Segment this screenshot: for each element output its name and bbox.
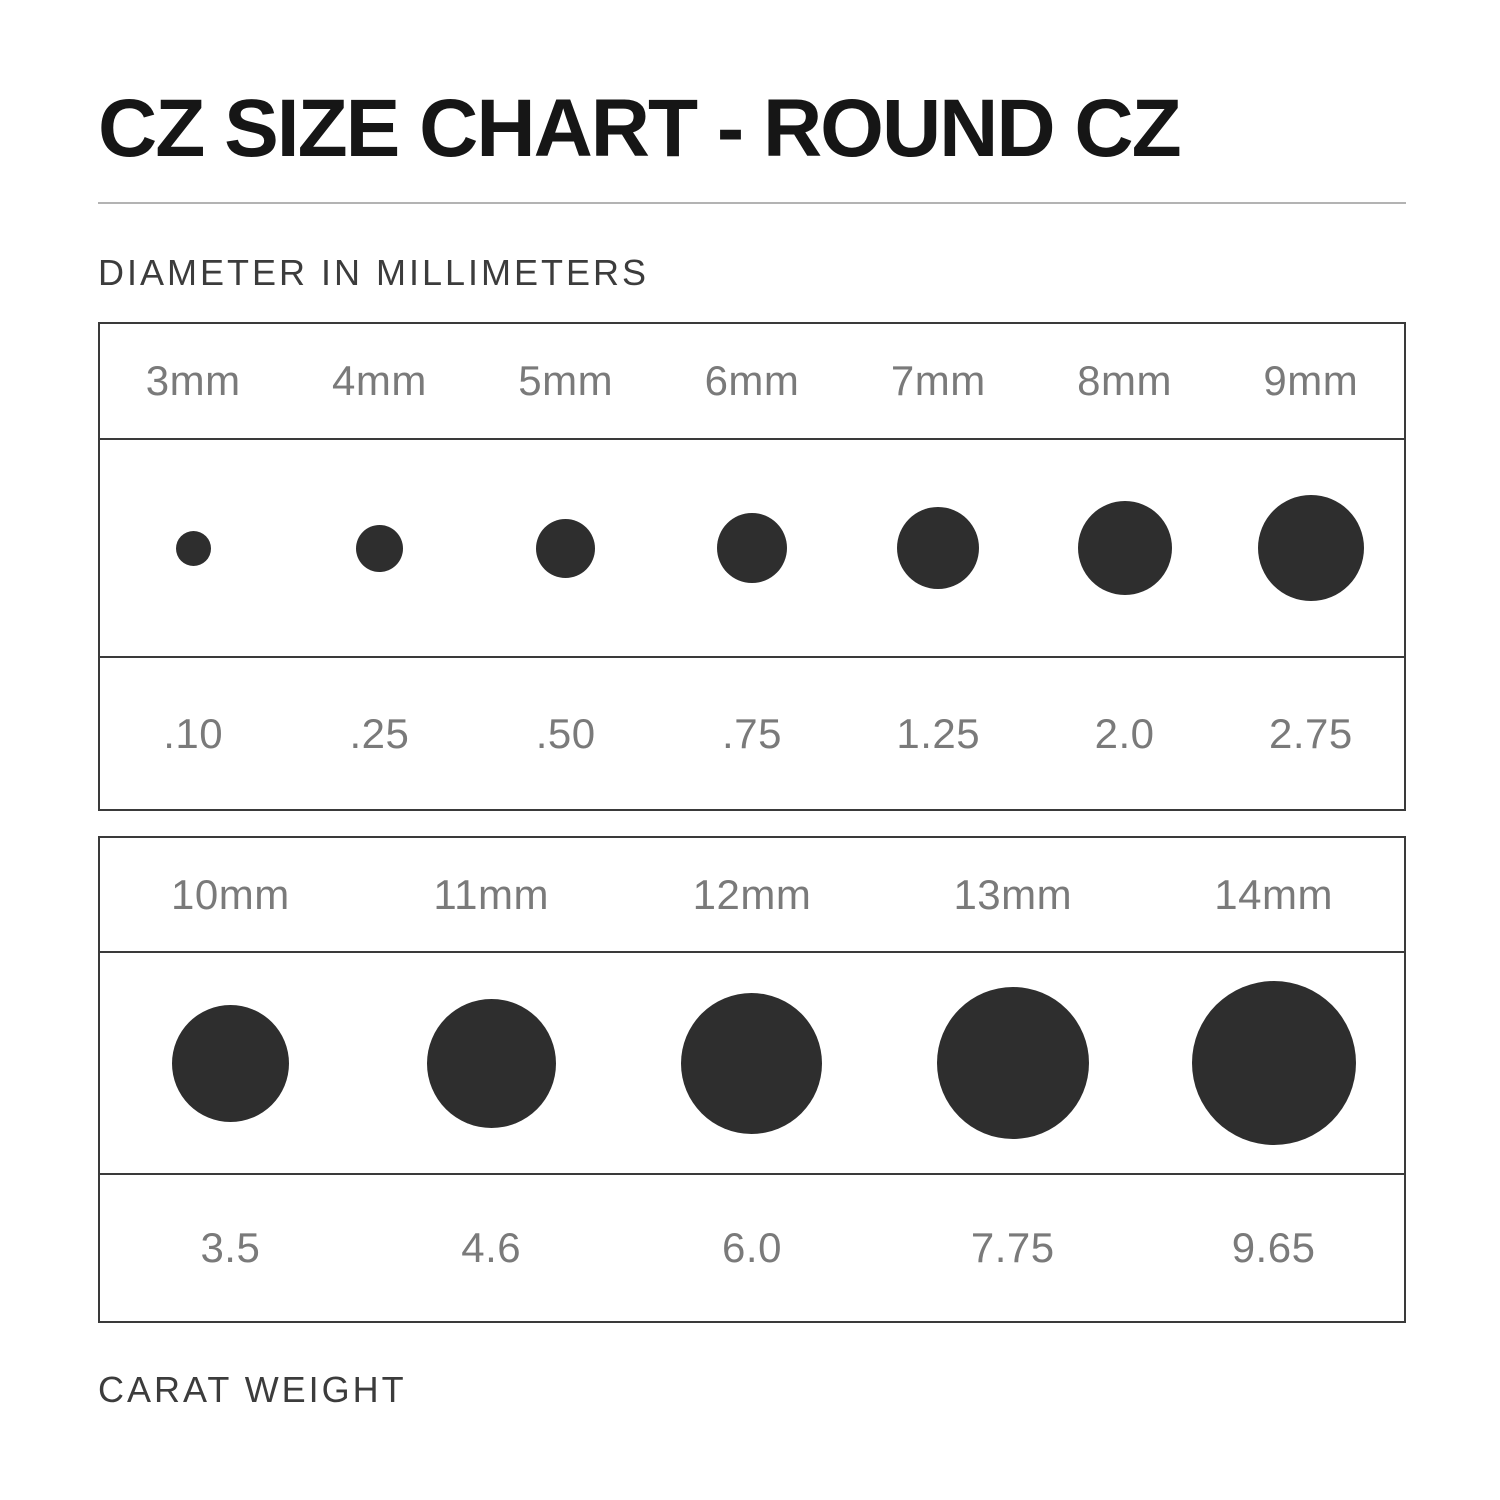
stone-cell [882, 953, 1143, 1173]
stone-cell [286, 440, 472, 656]
stone-cell [473, 440, 659, 656]
size-table-3-9mm [98, 322, 1406, 811]
mm-header-row [100, 324, 1404, 438]
mm-header-cell: 7mm [890, 357, 986, 404]
title-divider [98, 202, 1406, 204]
carat-value-cell: 3.5 [200, 1224, 261, 1271]
stone-cell [1218, 440, 1404, 656]
carat-value-cell: .75 [722, 709, 782, 757]
carat-value-cell: 1.25 [896, 709, 981, 757]
carat-axis-label: CARAT WEIGHT [98, 1369, 407, 1410]
stone-circle-13mm [937, 987, 1089, 1139]
carat-value-cell: 6.0 [722, 1224, 782, 1271]
stone-circle-8mm [1078, 501, 1172, 595]
mm-header-cell: 4mm [332, 357, 427, 404]
carat-value-cell: 2.75 [1268, 709, 1353, 757]
stone-circle-5mm [536, 519, 595, 578]
stone-circle-12mm [681, 993, 822, 1134]
mm-header-cell: 3mm [145, 357, 241, 404]
mm-header-cell: 12mm [692, 870, 812, 918]
carat-value-cell: 9.65 [1231, 1224, 1316, 1271]
mm-header-row [100, 838, 1404, 951]
mm-header-cell: 13mm [953, 870, 1073, 918]
mm-header-cell: 9mm [1263, 357, 1359, 404]
diameter-axis-label: DIAMETER IN MILLIMETERS [98, 252, 650, 293]
mm-header-cell: 10mm [171, 870, 290, 918]
stone-circle-9mm [1258, 495, 1364, 601]
stone-cell [361, 953, 622, 1173]
carat-value-row [100, 656, 1404, 809]
stone-cell [100, 440, 286, 656]
page-title: CZ SIZE CHART - ROUND CZ [98, 83, 1180, 174]
mm-header-cell: 6mm [704, 357, 800, 404]
stone-circle-14mm [1192, 981, 1356, 1145]
carat-value-cell: 2.0 [1094, 709, 1155, 757]
stone-circle-row [100, 951, 1404, 1173]
carat-value-cell: .10 [163, 709, 224, 757]
stone-cell [1143, 953, 1404, 1173]
stone-circle-3mm [176, 531, 211, 566]
carat-value-cell: .25 [349, 709, 410, 757]
mm-header-cell: 11mm [433, 870, 549, 918]
stone-circle-7mm [897, 507, 979, 589]
stone-cell [100, 953, 361, 1173]
carat-value-row [100, 1173, 1404, 1321]
carat-value-cell: 7.75 [970, 1224, 1055, 1271]
stone-cell [659, 440, 845, 656]
stone-cell [845, 440, 1031, 656]
mm-header-cell: 14mm [1214, 870, 1333, 918]
stone-cell [1031, 440, 1217, 656]
stone-circle-row [100, 438, 1404, 656]
carat-value-cell: .50 [535, 709, 596, 757]
content-area [98, 0, 1406, 1411]
stone-circle-10mm [172, 1005, 289, 1122]
stone-circle-6mm [717, 513, 787, 583]
stone-circle-4mm [356, 525, 403, 572]
size-table-10-14mm [98, 836, 1406, 1323]
mm-header-cell: 5mm [518, 357, 614, 404]
mm-header-cell: 8mm [1077, 357, 1172, 404]
stone-circle-11mm [427, 999, 556, 1128]
stone-cell [622, 953, 883, 1173]
carat-value-cell: 4.6 [461, 1224, 522, 1271]
